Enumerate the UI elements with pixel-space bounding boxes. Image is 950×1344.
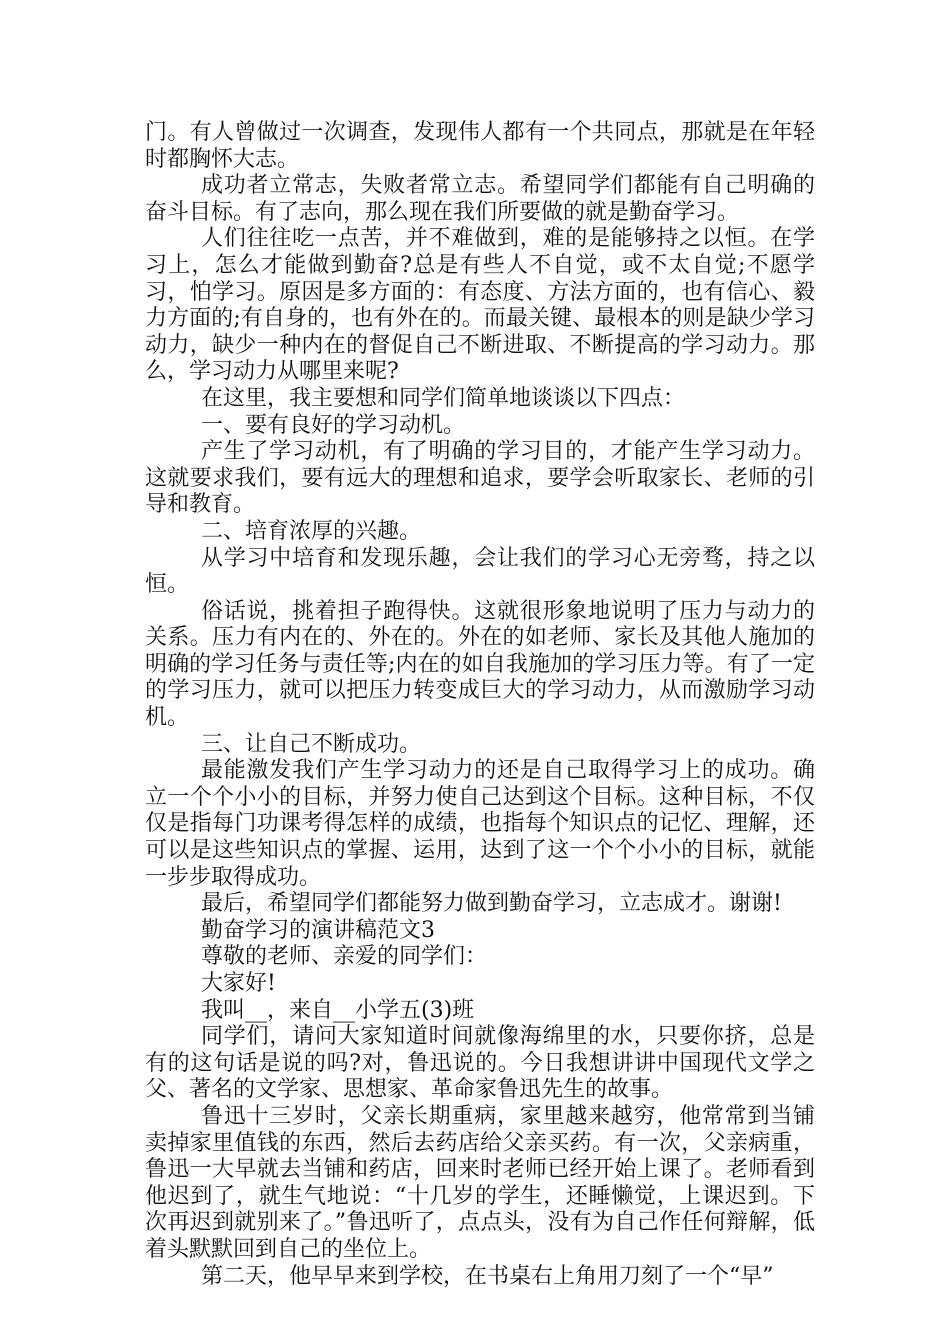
self-introduction: 我叫__，来自__小学五(3)班: [201, 997, 475, 1023]
paragraph-1: 门。有人曾做过一次调查，发现伟人都有一个共同点，那就是在年轻时都胸怀大志。: [145, 120, 815, 172]
paragraph-6: 产生了学习动机，有了明确的学习目的，才能产生学习动力。这就要求我们，要有远大的理想和追求，要学会听取家长、老师的引导和教育。: [145, 439, 815, 518]
paragraph-3: 人们往往吃一点苦，并不难做到，难的是能够持之以恒。在学习上，怎么才能做到勤奋?总是有些人不自觉，或不太自觉;不愿学习，怕学习。原因是多方面的：有态度、方法方面的，也有信心、毅力方面的;有自身的，也有外在的。而最关键、最根本的则是缺少学习动力，缺少一种内在的督促自己不断进取、不断提高的学习动力。那么，学习动力从哪里来呢?: [145, 226, 815, 385]
heading-point-2: 二、培育浓厚的兴趣。: [201, 518, 422, 544]
heading-point-3: 三、让自己不断成功。: [201, 731, 422, 757]
paragraph-2: 成功者立常志，失败者常立志。希望同学们都能有自己明确的奋斗目标。有了志向，那么现在我们所要做的就是勤奋学习。: [145, 173, 815, 225]
section-title: 勤奋学习的演讲稿范文3: [201, 917, 435, 943]
paragraph-4: 在这里，我主要想和同学们简单地谈谈以下四点：: [201, 385, 686, 411]
greeting: 大家好!: [201, 971, 276, 996]
paragraph-19: 第二天，他早早来到学校，在书桌右上角用刀刻了一个“早”: [201, 1263, 774, 1289]
paragraph-11: 最能激发我们产生学习动力的还是自己取得学习上的成功。确立一个个小小的目标，并努力使自己达到这个目标。这种目标，不仅仅是指每门功课考得怎样的成绩，也指每个知识点的记忆、理解，还可以是这些知识点的掌握、运用，达到了这一个个小小的目标，就能一步步取得成功。: [145, 758, 815, 890]
closing-line: 最后，希望同学们都能努力做到勤奋学习，立志成才。谢谢!: [201, 891, 782, 917]
paragraph-9: 俗话说，挑着担子跑得快。这就很形象地说明了压力与动力的关系。压力有内在的、外在的。外在的如老师、家长及其他人施加的明确的学习任务与责任等;内在的如自我施加的学习压力等。有了一定的学习压力，就可以把压力转变成巨大的学习动力，从而激励学习动机。: [145, 598, 815, 731]
paragraph-17: 同学们，请问大家知道时间就像海绵里的水，只要你挤，总是有的这句话是说的吗?对，鲁迅说的。今日我想讲讲中国现代文学之父、著名的文学家、思想家、革命家鲁迅先生的故事。: [145, 1024, 815, 1103]
heading-point-1: 一、要有良好的学习动机。: [201, 412, 466, 438]
document-page: [145, 120, 815, 1290]
paragraph-8: 从学习中培育和发现乐趣，会让我们的学习心无旁骛，持之以恒。: [145, 545, 815, 598]
paragraph-18: 鲁迅十三岁时，父亲长期重病，家里越来越穷，他常常到当铺卖掉家里值钱的东西，然后去药店给父亲买药。有一次，父亲病重，鲁迅一大早就去当铺和药店，回来时老师已经开始上课了。老师看到他迟到了，就生气地说：“十几岁的学生，还睡懒觉，上课迟到。下次再迟到就别来了。”鲁迅听了，点点头，没有为自己作任何辩解，低着头默默回到自己的坐位上。: [145, 1103, 815, 1262]
salutation: 尊敬的老师、亲爱的同学们：: [201, 944, 488, 970]
